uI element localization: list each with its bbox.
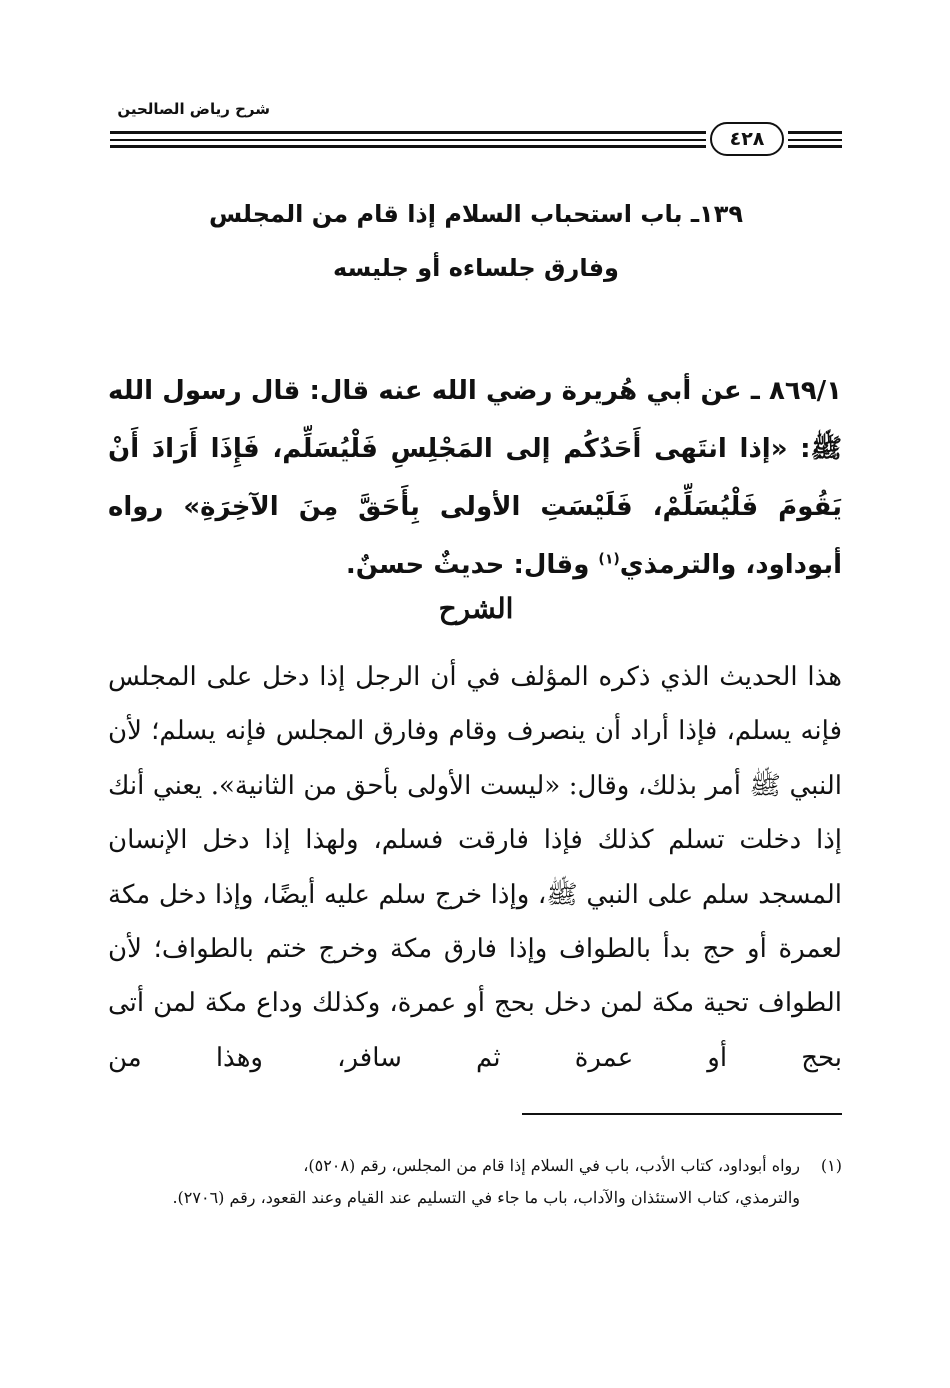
commentary-text: هذا الحديث الذي ذكره المؤلف في أن الرجل إذا دخل على المجلس فإنه يسلم، فإذا أراد أن ينصرف وقام وفارق المجلس فإنه يسلم؛ لأن النبي ﷺ أمر بذلك، وقال: «ليست الأولى بأحق من الثانية». يعني أنك إذا دخلت تسلم كذلك فإذا فارقت فسلم، ولهذا إذا دخل الإنسان المسجد سلم على النبي ﷺ، وإذا خرج سلم عليه أيضًا، وإذا دخل مكة لعمرة أو حج بدأ بالطواف وإذا فارق مكة وخرج ختم بالطواف؛ لأن الطواف تحية مكة لمن دخل بحج أو عمرة، وكذلك وداع مكة لمن أتى بحج أو عمرة ثم سافر، وهذا من [108,662,842,1073]
chapter-title-line-1: ١٣٩ـ باب استحباب السلام إذا قام من المجلس [209,200,743,228]
page-number: ٤٢٨ [710,122,784,156]
running-header-title: شرح رياض الصالحين [117,100,270,118]
footnote [108,1150,842,1214]
footnote-separator [522,1113,842,1115]
hadith-grading: وقال: حديثٌ حسنٌ. [345,550,599,580]
commentary-heading: الشرح [438,592,514,625]
hadith-text [108,362,842,594]
footnote-number: (١) [820,1156,842,1175]
chapter-title-line-2: وفارق جلساءه أو جليسه [333,254,619,282]
footnote-text-2: والترمذي، كتاب الاستئذان والآداب، باب ما جاء في التسليم عند القيام وعند القعود، رقم (٢٧٠٦). [172,1188,800,1207]
footnote-reference: (١) [598,551,620,568]
hadith-main: ٨٦٩/١ ـ عن أبي هُريرة رضي الله عنه قال: قال رسول الله ﷺ: «إذا انتَهى أَحَدُكُم إلى المَجْلِسِ فَلْيُسَلِّم، فَإِذَا أَرَادَ أَنْ يَقُومَ فَلْيُسَلِّمْ، فَلَيْسَتِ الأولى بِأَحَقَّ مِنَ الآخِرَةِ» رواه أبوداود، والترمذي [108,376,842,580]
footnote-line-1 [108,1150,842,1182]
page-number-frame [706,118,788,160]
footnote-text-1: رواه أبوداود، كتاب الأدب، باب في السلام إذا قام من المجلس، رقم (٥٢٠٨)، [303,1156,800,1175]
